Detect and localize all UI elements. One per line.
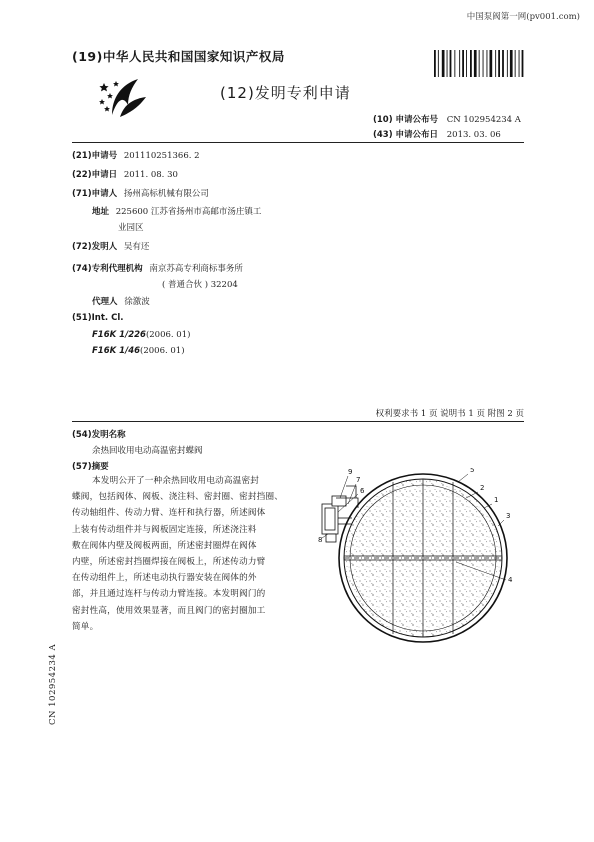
ipc-year: (2006. 01) [145,330,191,340]
abstract-line: 本发明公开了一种余热回收用电动高温密封 [92,476,260,486]
figure-callout: 3 [506,512,511,520]
abstract-line: 内壁，所述密封挡圈焊接在阀板上，所述传动力臂 [72,557,266,568]
figure-callout: 6 [360,487,365,495]
barcode-bar [462,50,464,77]
barcode-bar [487,50,488,77]
agency-row [72,262,243,274]
publication-number-row [373,113,521,125]
inventor-value: 吴有还 [123,242,150,252]
barcode-bar [510,50,513,77]
ipc-label: Int. Cl. [91,313,124,323]
barcode-bar [519,50,520,77]
title-code: (54) [72,430,92,440]
barcode-bar [434,50,436,77]
abstract-line: 在传动组件上，所述电动执行器安装在阀体的外 [72,573,257,584]
cnipa-logo [98,75,150,119]
app-date-value: 2011. 08. 30 [123,170,178,180]
figure-callout: 8 [318,536,323,544]
address-line-1: 225600 江苏省扬州市高邮市汤庄镇工 [115,207,262,217]
valve-drawing [318,468,513,648]
ipc-class: F16K 1/46 [92,346,141,356]
barcode-bar [450,50,452,77]
abstract-heading [72,460,109,472]
header-rule [72,142,524,143]
abstract-line: 简单。 [72,621,99,632]
doc-type-code: (12) [220,84,255,102]
site-watermark: 中国泵阀第一网(pv001.com) [466,12,580,22]
title-heading [72,428,126,440]
barcode-bar [479,50,480,77]
agent-row [92,295,150,307]
barcode-bar [498,50,500,77]
barcode-bar [454,50,455,77]
applicant-code: (71) [72,189,92,199]
barcode-bar [483,50,484,77]
applicant-value: 扬州高标机械有限公司 [123,189,209,199]
publication-date-label: (43) 申请公布日 [373,130,439,140]
ipc-item [92,346,185,356]
barcode-bar [515,50,516,77]
barcode-bar [507,50,508,77]
agency-line-2: ( 普通合伙 ) 32204 [162,280,238,290]
abstract-line: 上装有传动组件并与阀板固定连接，所述浇注料 [72,524,257,535]
publication-number-label: (10) 申请公布号 [373,115,439,125]
document-type [220,82,351,103]
abstract-line: 敷在阀体内壁及阀板两面，所述密封圈焊在阀体 [72,540,257,551]
agency-code: (74) [72,264,92,274]
address-line-2-row [118,221,144,233]
agent-label: 代理人 [92,297,118,307]
doc-type-name: 发明专利申请 [254,84,351,102]
abstract-body [72,473,304,635]
barcode [434,50,524,77]
agency-label: 专利代理机构 [91,264,143,274]
figure-callout: 2 [480,484,485,492]
barcode-bar [522,50,524,77]
application-date-row [72,168,178,180]
abstract-code: (57) [72,462,92,472]
app-date-label: 申请日 [91,170,118,180]
figure-callout: 4 [508,576,513,584]
address-row [92,205,261,217]
ipc-item [92,330,190,340]
ipc-code: (51) [72,313,92,323]
barcode-bar [470,50,472,77]
abstract-line: 传动轴组件、传动力臂、连杆和执行器，所述阀体 [72,508,266,519]
inventor-code: (72) [72,242,92,252]
publication-number: CN 102954234 A [446,115,521,125]
abstract-line: 部，并且通过连杆与传动力臂连接。本发明阀门的 [72,589,266,600]
app-no-value: 201110251366. 2 [123,151,200,161]
applicant-label: 申请人 [91,189,118,199]
application-number-row [72,149,200,161]
barcode-bar [447,50,448,77]
abstract-label: 摘要 [91,462,109,472]
ipc-year: (2006. 01) [140,346,185,356]
counts-rule [72,421,524,422]
applicant-row [72,187,209,199]
barcode-bar [495,50,496,77]
barcode-bar [438,50,439,77]
barcode-bar [459,50,460,77]
app-no-code: (21) [72,151,92,161]
page-counts: 权利要求书 1 页 说明书 1 页 附图 2 页 [375,409,524,419]
title-label: 发明名称 [91,430,126,440]
barcode-bar [442,50,445,77]
barcode-bar [466,50,467,77]
ipc-class: F16K 1/226 [92,330,146,340]
figure-callout: 1 [494,496,499,504]
agent-value: 徐激波 [124,297,150,307]
publication-date-row [373,128,501,140]
barcode-bar [474,50,477,77]
app-date-code: (22) [72,170,92,180]
office-header [72,47,285,65]
figure-callout: 5 [470,468,475,474]
abstract-line: 密封性高，使用效果显著，而且阀门的密封圈加工 [72,605,266,616]
figure-callout: 9 [348,468,353,476]
office-code: (19) [72,49,103,64]
agency-line-1: 南京苏高专利商标事务所 [149,264,243,274]
abstract-line: 蝶阀，包括阀体、阀板、浇注料、密封圈、密封挡圈、 [72,492,284,503]
publication-date: 2013. 03. 06 [446,130,501,140]
inventor-label: 发明人 [91,242,118,252]
address-line-2: 业园区 [118,223,144,233]
barcode-bar [490,50,493,77]
ipc-header-row [72,313,123,323]
address-label: 地址 [92,207,110,217]
inventor-row [72,240,149,252]
figure-callout: 7 [356,476,361,484]
invention-title: 余热回收用电动高温密封蝶阀 [92,446,203,456]
app-no-label: 申请号 [91,151,118,161]
side-publication-number: CN 102954234 A [48,643,58,725]
barcode-bar [502,50,504,77]
office-name: 中华人民共和国国家知识产权局 [102,49,285,64]
agency-line-2-row [162,278,238,290]
